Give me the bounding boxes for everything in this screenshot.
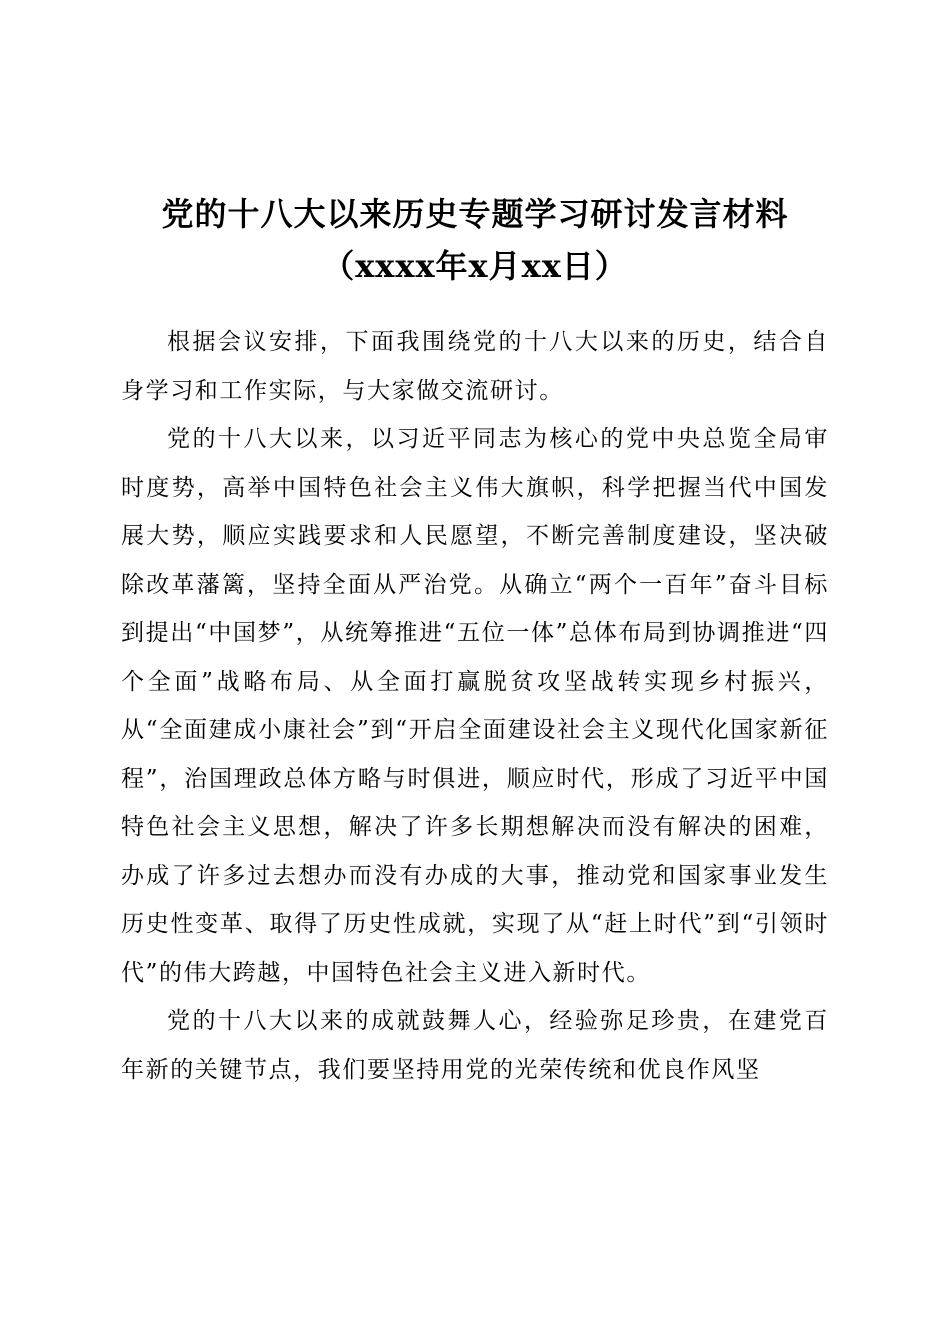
document-date: （xxxx年x月xx日） <box>322 247 628 285</box>
title-block <box>0 188 950 292</box>
paragraph-intro: 根据会议安排，下面我围绕党的十八大以来的历史，结合自身学习和工作实际，与大家做交流研讨。 <box>121 329 829 404</box>
paragraph-conclusion: 党的十八大以来的成就鼓舞人心，经验弥足珍贵，在建党百年新的关键节点，我们要坚持用党的光荣传统和优良作风坚 <box>121 1008 829 1083</box>
document-body <box>121 318 829 1094</box>
paragraph-achievements: 党的十八大以来，以习近平同志为核心的党中央总览全局审时度势，高举中国特色社会主义伟大旗帜，科学把握当代中国发展大势，顺应实践要求和人民愿望，不断完善制度建设，坚决破除改革藩篱，坚持全面从严治党。从确立“两个一百年”奋斗目标到提出“中国梦”，从统筹推进“五位一体”总体布局到协调推进“四个全面”战略布局、从全面打赢脱贫攻坚战转实现乡村振兴，从“全面建成小康社会”到“开启全面建设社会主义现代化国家新征程”，治国理政总体方略与时俱进，顺应时代，形成了习近平中国特色社会主义思想，解决了许多长期想解决而没有解决的困难，办成了许多过去想办而没有办成的大事，推动党和国家事业发生历史性变革、取得了历史性成就，实现了从“赶上时代”到“引领时代”的伟大跨越，中国特色社会主义进入新时代。 <box>121 426 829 986</box>
document-title: 党的十八大以来历史专题学习研讨发言材料 <box>161 195 789 233</box>
